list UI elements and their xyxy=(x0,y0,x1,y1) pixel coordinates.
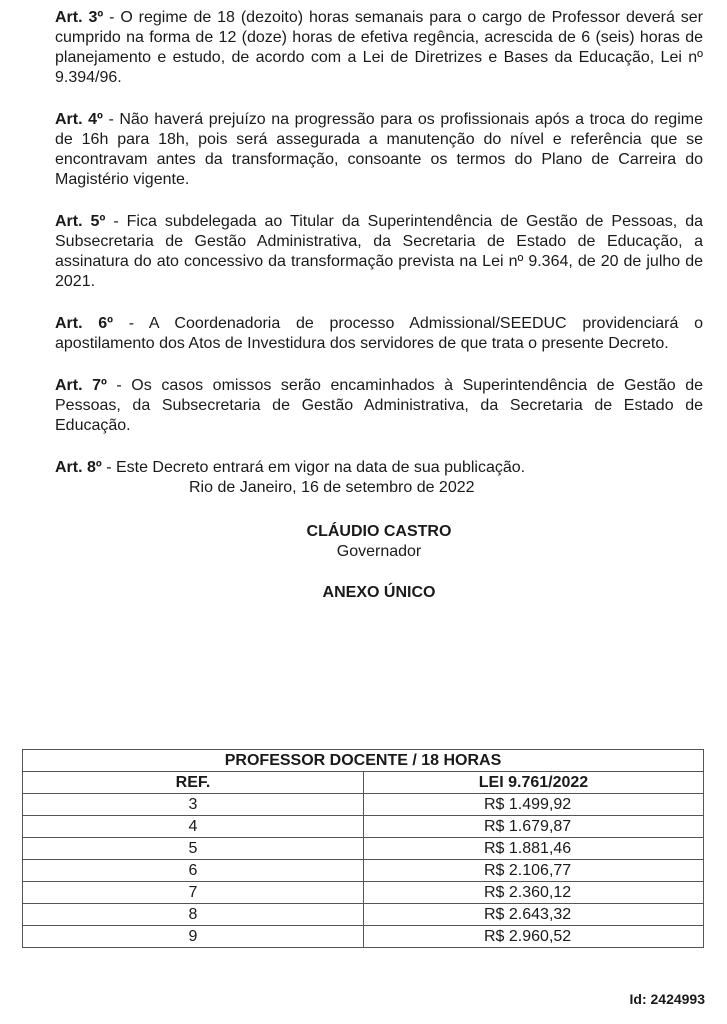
article-6 xyxy=(55,314,703,354)
signatory-name: CLÁUDIO CASTRO xyxy=(306,523,452,540)
table-header-row xyxy=(23,772,704,794)
value-cell: R$ 2.360,12 xyxy=(364,882,704,904)
ref-cell: 7 xyxy=(23,882,364,904)
place-date: Rio de Janeiro, 16 de setembro de 2022 xyxy=(189,479,475,496)
signatory-role: Governador xyxy=(336,543,422,560)
table-row xyxy=(23,838,704,860)
table-row xyxy=(23,860,704,882)
article-label: Art. 3º xyxy=(55,9,104,26)
table-row xyxy=(23,882,704,904)
article-7 xyxy=(55,376,703,436)
decree-body xyxy=(55,8,703,602)
article-label: Art. 6º xyxy=(55,315,114,332)
article-label: Art. 5º xyxy=(55,213,106,230)
article-text: - Este Decreto entrará em vigor na data de sua publicação. xyxy=(101,459,526,476)
article-8 xyxy=(55,458,703,478)
value-cell: R$ 1.499,92 xyxy=(364,794,704,816)
table-row xyxy=(23,904,704,926)
col-ref-header: REF. xyxy=(23,772,364,794)
table-row xyxy=(23,816,704,838)
article-text: - A Coordenadoria de processo Admissional/SEEDUC providenciará o apostilamento dos Atos de Investidura dos servidores de que trata o presente Decreto. xyxy=(55,315,703,352)
article-4 xyxy=(55,110,703,190)
ref-cell: 4 xyxy=(23,816,364,838)
value-cell: R$ 2.106,77 xyxy=(364,860,704,882)
table-row xyxy=(23,926,704,948)
annex-title: ANEXO ÚNICO xyxy=(322,584,436,601)
article-text: - Os casos omissos serão encaminhados à Superintendência de Gestão de Pessoas, da Subsecretaria de Gestão Administrativa, da Secretaria de Estado de Educação. xyxy=(55,377,703,434)
article-5 xyxy=(55,212,703,292)
article-text: - Não haverá prejuízo na progressão para os profissionais após a troca do regime de 16h para 18h, pois será assegurada a manutenção do nível e referência que se encontravam antes da transformação, consoante os termos do Plano de Carreira do Magistério vigente. xyxy=(55,111,703,188)
signature-block xyxy=(55,522,703,562)
value-cell: R$ 1.881,46 xyxy=(364,838,704,860)
article-3 xyxy=(55,8,703,88)
ref-cell: 9 xyxy=(23,926,364,948)
article-label: Art. 4º xyxy=(55,111,103,128)
value-cell: R$ 2.643,32 xyxy=(364,904,704,926)
document-id: Id: 2424993 xyxy=(629,991,705,1007)
article-text: - Fica subdelegada ao Titular da Superintendência de Gestão de Pessoas, da Subsecretaria de Gestão Administrativa, da Secretaria de Estado de Educação, a assinatura do ato concessivo da transformação prevista na Lei nº 9.364, de 20 de julho de 2021. xyxy=(55,213,704,290)
ref-cell: 3 xyxy=(23,794,364,816)
article-label: Art. 8º xyxy=(55,459,102,476)
article-text: - O regime de 18 (dezoito) horas semanais para o cargo de Professor deverá ser cumprido na forma de 12 (doze) horas de efetiva regência, acrescida de 6 (seis) horas de planejamento e estudo, de acordo com a Lei de Diretrizes e Bases da Educação, Lei nº 9.394/96. xyxy=(55,9,704,86)
article-label: Art. 7º xyxy=(55,377,107,394)
value-cell: R$ 2.960,52 xyxy=(364,926,704,948)
ref-cell: 6 xyxy=(23,860,364,882)
table-row xyxy=(23,794,704,816)
table-title-row xyxy=(23,750,704,772)
table-title: PROFESSOR DOCENTE / 18 HORAS xyxy=(23,750,704,772)
salary-table xyxy=(22,749,704,948)
ref-cell: 5 xyxy=(23,838,364,860)
value-cell: R$ 1.679,87 xyxy=(364,816,704,838)
ref-cell: 8 xyxy=(23,904,364,926)
col-law-header: LEI 9.761/2022 xyxy=(364,772,704,794)
